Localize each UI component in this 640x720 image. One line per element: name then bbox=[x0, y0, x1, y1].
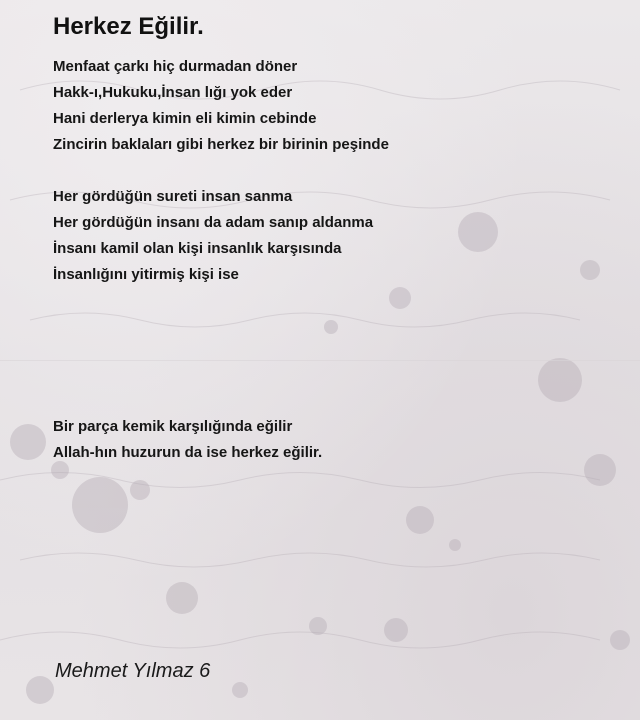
stanza-1 bbox=[53, 54, 389, 158]
poem-line: İnsanı kamil olan kişi insanlık karşısında bbox=[53, 240, 342, 257]
poem-line: Zincirin baklaları gibi herkez bir birinin peşinde bbox=[53, 136, 389, 153]
poem-title: Herkez Eğilir. bbox=[53, 13, 204, 40]
poem-line: Allah-hın huzurun da ise herkez eğilir. bbox=[53, 444, 323, 461]
stanza-3 bbox=[53, 414, 322, 466]
poem-line: Hani derlerya kimin eli kimin cebinde bbox=[53, 110, 317, 127]
poem-line: Her gördüğün insanı da adam sanıp aldanma bbox=[53, 214, 374, 231]
poem-line: Hakk-ı,Hukuku,İnsan lığı yok eder bbox=[53, 84, 293, 101]
poem-author: Mehmet Yılmaz 6 bbox=[55, 660, 211, 682]
poem-line: İnsanlığını yitirmiş kişi ise bbox=[53, 266, 239, 283]
poem-line: Bir parça kemik karşılığında eğilir bbox=[53, 418, 293, 435]
stanza-2 bbox=[53, 184, 373, 288]
poem-line: Menfaat çarkı hiç durmadan döner bbox=[53, 58, 298, 75]
poem-line: Her gördüğün sureti insan sanma bbox=[53, 188, 293, 205]
